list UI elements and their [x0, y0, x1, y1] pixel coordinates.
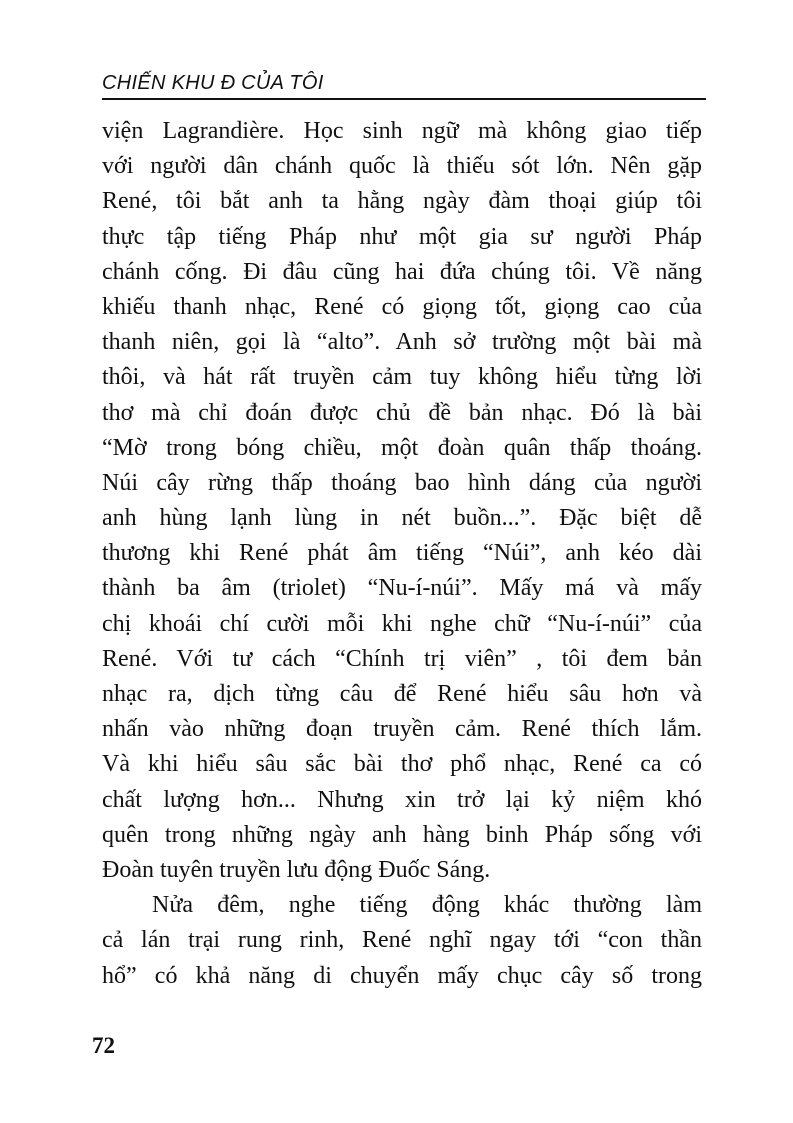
- text-line: chánh cống. Đi đâu cũng hai đứa chúng tôi. Về năng: [102, 258, 702, 285]
- body-text: [102, 114, 702, 994]
- text-line: hổ” có khả năng di chuyển mấy chục cây số trong: [102, 962, 702, 989]
- text-line: Núi cây rừng thấp thoáng bao hình dáng của người: [102, 469, 702, 496]
- page-number: 72: [92, 1033, 115, 1058]
- text-line: anh hùng lạnh lùng in nét buồn...”. Đặc biệt dễ: [102, 505, 702, 532]
- text-line: nhấn vào những đoạn truyền cảm. René thích lắm.: [102, 716, 702, 743]
- text-line: quên trong những ngày anh hàng binh Pháp sống với: [102, 821, 702, 848]
- text-line: René, tôi bắt anh ta hằng ngày đàm thoại giúp tôi: [102, 188, 702, 215]
- running-header: [102, 68, 706, 100]
- text-line: René. Với tư cách “Chính trị viên” , tôi đem bản: [102, 645, 702, 672]
- running-header-title: CHIẾN KHU Đ CỦA TÔI: [102, 72, 324, 94]
- text-line: khiếu thanh nhạc, René có giọng tốt, giọng cao của: [102, 293, 702, 320]
- text-line: chị khoái chí cười mỗi khi nghe chữ “Nu-í-núi” của: [102, 610, 702, 637]
- text-line: thương khi René phát âm tiếng “Núi”, anh kéo dài: [102, 540, 702, 567]
- text-line: Và khi hiểu sâu sắc bài thơ phổ nhạc, René ca có: [102, 751, 702, 778]
- text-line: thanh niên, gọi là “alto”. Anh sở trường một bài mà: [102, 329, 702, 356]
- text-line: với người dân chánh quốc là thiếu sót lớn. Nên gặp: [102, 153, 702, 180]
- text-line: thơ mà chỉ đoán được chủ đề bản nhạc. Đó là bài: [102, 399, 702, 426]
- text-line: nhạc ra, dịch từng câu để René hiểu sâu hơn và: [102, 681, 702, 707]
- text-line: viện Lagrandière. Học sinh ngữ mà không giao tiếp: [102, 118, 702, 144]
- text-line: “Mờ trong bóng chiều, một đoàn quân thấp thoáng.: [102, 434, 702, 461]
- text-line: chất lượng hơn... Nhưng xin trở lại kỷ niệm khó: [102, 786, 702, 813]
- text-line: thực tập tiếng Pháp như một gia sư người Pháp: [102, 223, 702, 250]
- text-line: Nửa đêm, nghe tiếng động khác thường làm: [152, 892, 702, 919]
- text-line: thành ba âm (triolet) “Nu-í-núi”. Mấy má và mấy: [102, 575, 702, 602]
- text-line: Đoàn tuyên truyền lưu động Đuốc Sáng.: [102, 856, 491, 883]
- text-line: cả lán trại rung rinh, René nghĩ ngay tới “con thần: [102, 927, 702, 954]
- text-line: thôi, và hát rất truyền cảm tuy không hiểu từng lời: [102, 364, 702, 391]
